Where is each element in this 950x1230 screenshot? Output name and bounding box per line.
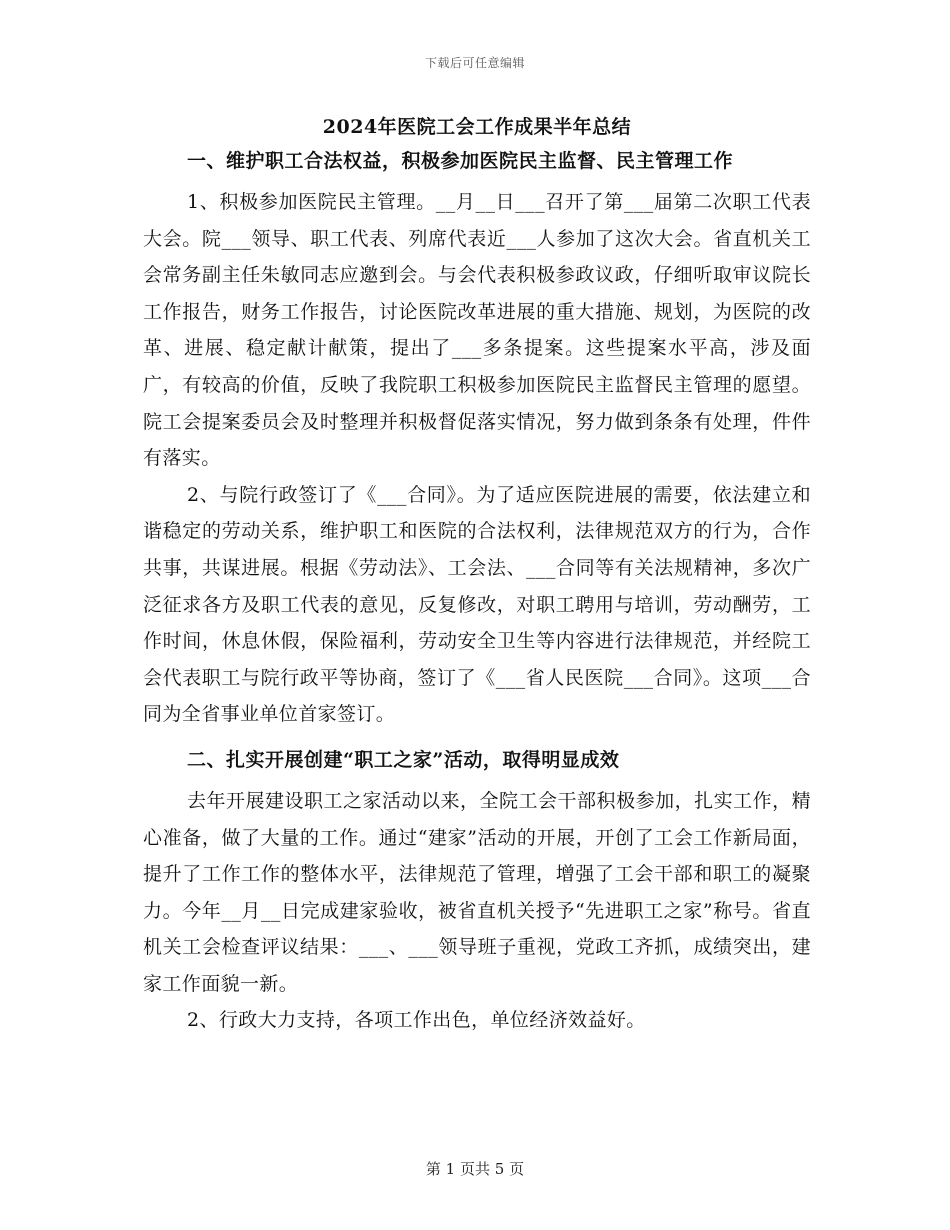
paragraph-contract: 2、与院行政签订了《___合同》。为了适应医院进展的需要，依法建立和谐稳定的劳动关系，维护职工和医院的合法权利，法律规范双方的行为，合作共事，共谋进展。根据《劳动法》、工会法、___合同等有关法规精神，多次广泛征求各方及职工代表的意见，反复修改，对职工聘用与培训，劳动酬劳，工作时间，休息休假，保险福利，劳动安全卫生等内容进行法律规范，并经院工会代表职工与院行政平等协商，签订了《___省人民医院___合同》。这项___合同为全省事业单位首家签订。: [143, 483, 811, 726]
section-heading-2: 二、扎实开展创建“职工之家”活动，取得明显成效: [187, 748, 620, 771]
document-title: 2024年医院工会工作成果半年总结: [322, 116, 632, 138]
section-heading-1: 一、维护职工合法权益，积极参加医院民主监督、民主管理工作: [187, 150, 734, 172]
document-body: [143, 114, 811, 1039]
page-header-note: 下载后可任意编辑: [424, 56, 525, 70]
page-number: 第 1 页共 5 页: [425, 1160, 525, 1178]
paragraph-admin-support: 2、行政大力支持，各项工作出色，单位经济效益好。: [187, 1009, 646, 1032]
paragraph-workers-home: 去年开展建设职工之家活动以来，全院工会干部积极参加，扎实工作，精心准备，做了大量的工作。通过“建家”活动的开展，开创了工会工作新局面，提升了工作工作的整体水平，法律规范了管理，增强了工会干部和职工的凝聚力。今年__月__日完成建家验收，被省直机关授予“先进职工之家”称号。省直机关工会检查评议结果：___、___领导班子重视，党政工齐抓，成绩突出，建家工作面貌一新。: [143, 789, 811, 995]
paragraph-democratic-management: 1、积极参加医院民主管理。__月__日___召开了第___届第二次职工代表大会。院___领导、职工代表、列席代表近___人参加了这次大会。省直机关工会常务副主任朱敏同志应邀到会。与会代表积极参政议政，仔细听取审议院长工作报告，财务工作报告，讨论医院改革进展的重大措施、规划，为医院的改革、进展、稳定献计献策，提出了___多条提案。这些提案水平高，涉及面广，有较高的价值，反映了我院职工积极参加医院民主监督民主管理的愿望。院工会提案委员会及时整理并积极督促落实情况，努力做到条条有处理，件件有落实。: [143, 191, 811, 470]
